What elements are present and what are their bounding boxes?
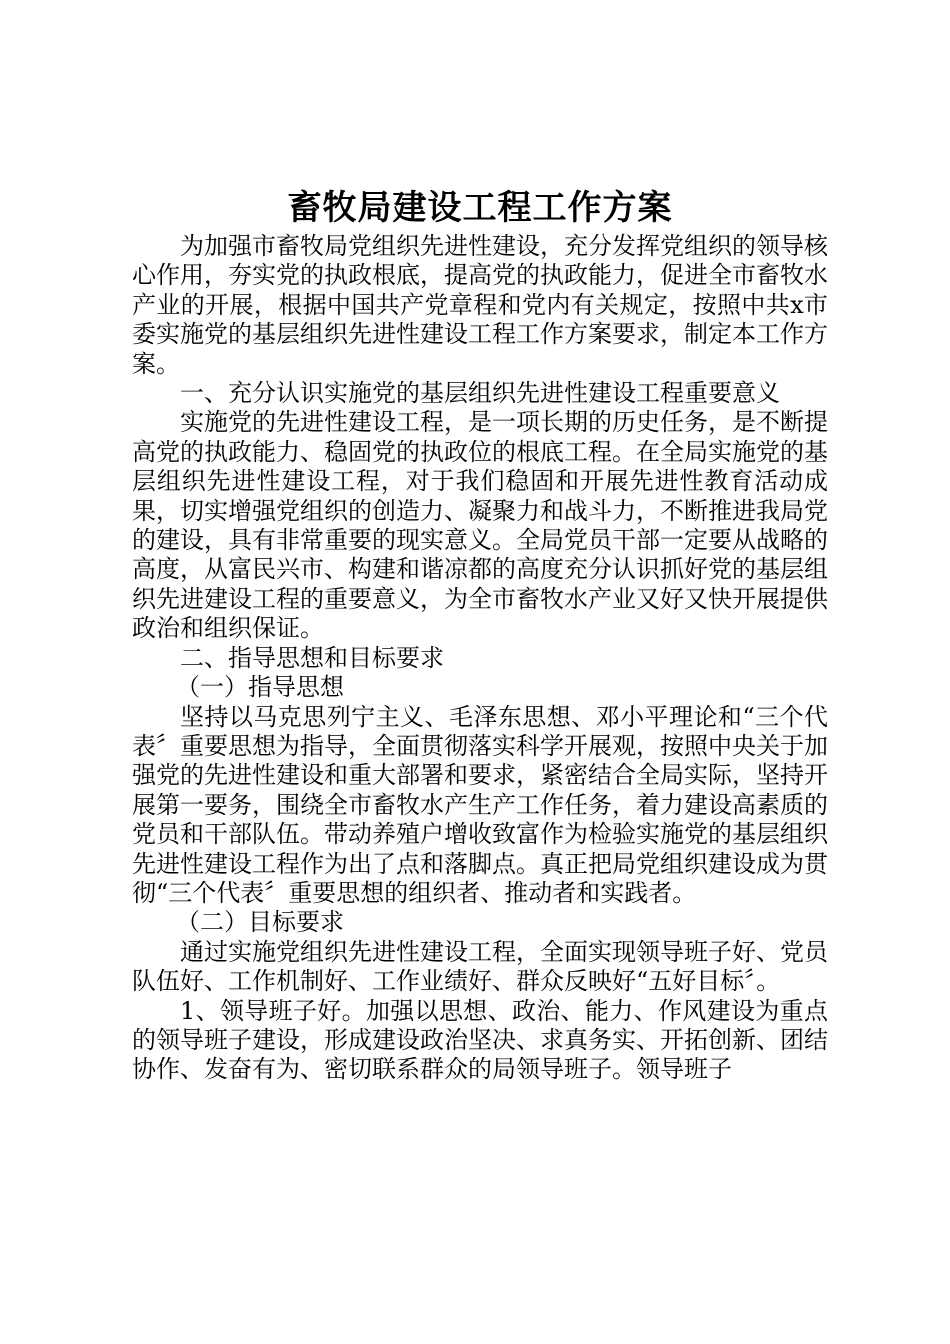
subsection-heading-guiding: （一）指导思想 <box>176 673 344 702</box>
guiding-paragraph: 坚持以马克思列宁主义、毛泽东思想、邓小平理论和“三个代表〞重要思想为指导，全面贯彻落实科学开展观，按照中央关于加强党的先进性建设和重大部署和要求，紧密结合全局实际，坚持开展第一要务，围绕全市畜牧水产生产工作任务，着力建设高素质的党员和干部队伍。带动养殖户增收致富作为检验实施党的基层组织先进性建设工程作为出了点和落脚点。真正把局党组织建设成为贯彻“三个代表〞重要思想的组织者、推动者和实践者。 <box>132 702 828 907</box>
significance-paragraph: 实施党的先进性建设工程，是一项长期的历史任务，是不断提高党的执政能力、稳固党的执政位的根底工程。在全局实施党的基层组织先进性建设工程，对于我们稳固和开展先进性教育活动成果，切实增强党组织的创造力、凝聚力和战斗力，不断推进我局党的建设，具有非常重要的现实意义。全局党员干部一定要从战略的高度，从富民兴市、构建和谐凉都的高度充分认识抓好党的基层组织先进建设工程的重要意义，为全市畜牧水产业又好又快开展提供政治和组织保证。 <box>132 408 828 643</box>
section-heading-2: 二、指导思想和目标要求 <box>180 643 444 672</box>
intro-paragraph: 为加强市畜牧局党组织先进性建设，充分发挥党组织的领导核心作用，夯实党的执政根底，提高党的执政能力，促进全市畜牧水产业的开展，根据中国共产党章程和党内有关规定，按照中共x市委实施党的基层组织先进性建设工程工作方案要求，制定本工作方案。 <box>132 232 828 378</box>
section-heading-1: 一、充分认识实施党的基层组织先进性建设工程重要意义 <box>180 379 780 408</box>
document-title: 畜牧局建设工程工作方案 <box>287 188 673 228</box>
document-page <box>132 186 828 1085</box>
subsection-heading-goals: （二）目标要求 <box>176 908 344 937</box>
goals-paragraph: 通过实施党组织先进性建设工程，全面实现领导班子好、党员队伍好、工作机制好、工作业绩好、群众反映好“五好目标〞。 <box>132 937 828 996</box>
leadership-paragraph: 1、领导班子好。加强以思想、政治、能力、作风建设为重点的领导班子建设，形成建设政治坚决、求真务实、开拓创新、团结协作、发奋有为、密切联系群众的局领导班子。领导班子 <box>132 996 828 1084</box>
